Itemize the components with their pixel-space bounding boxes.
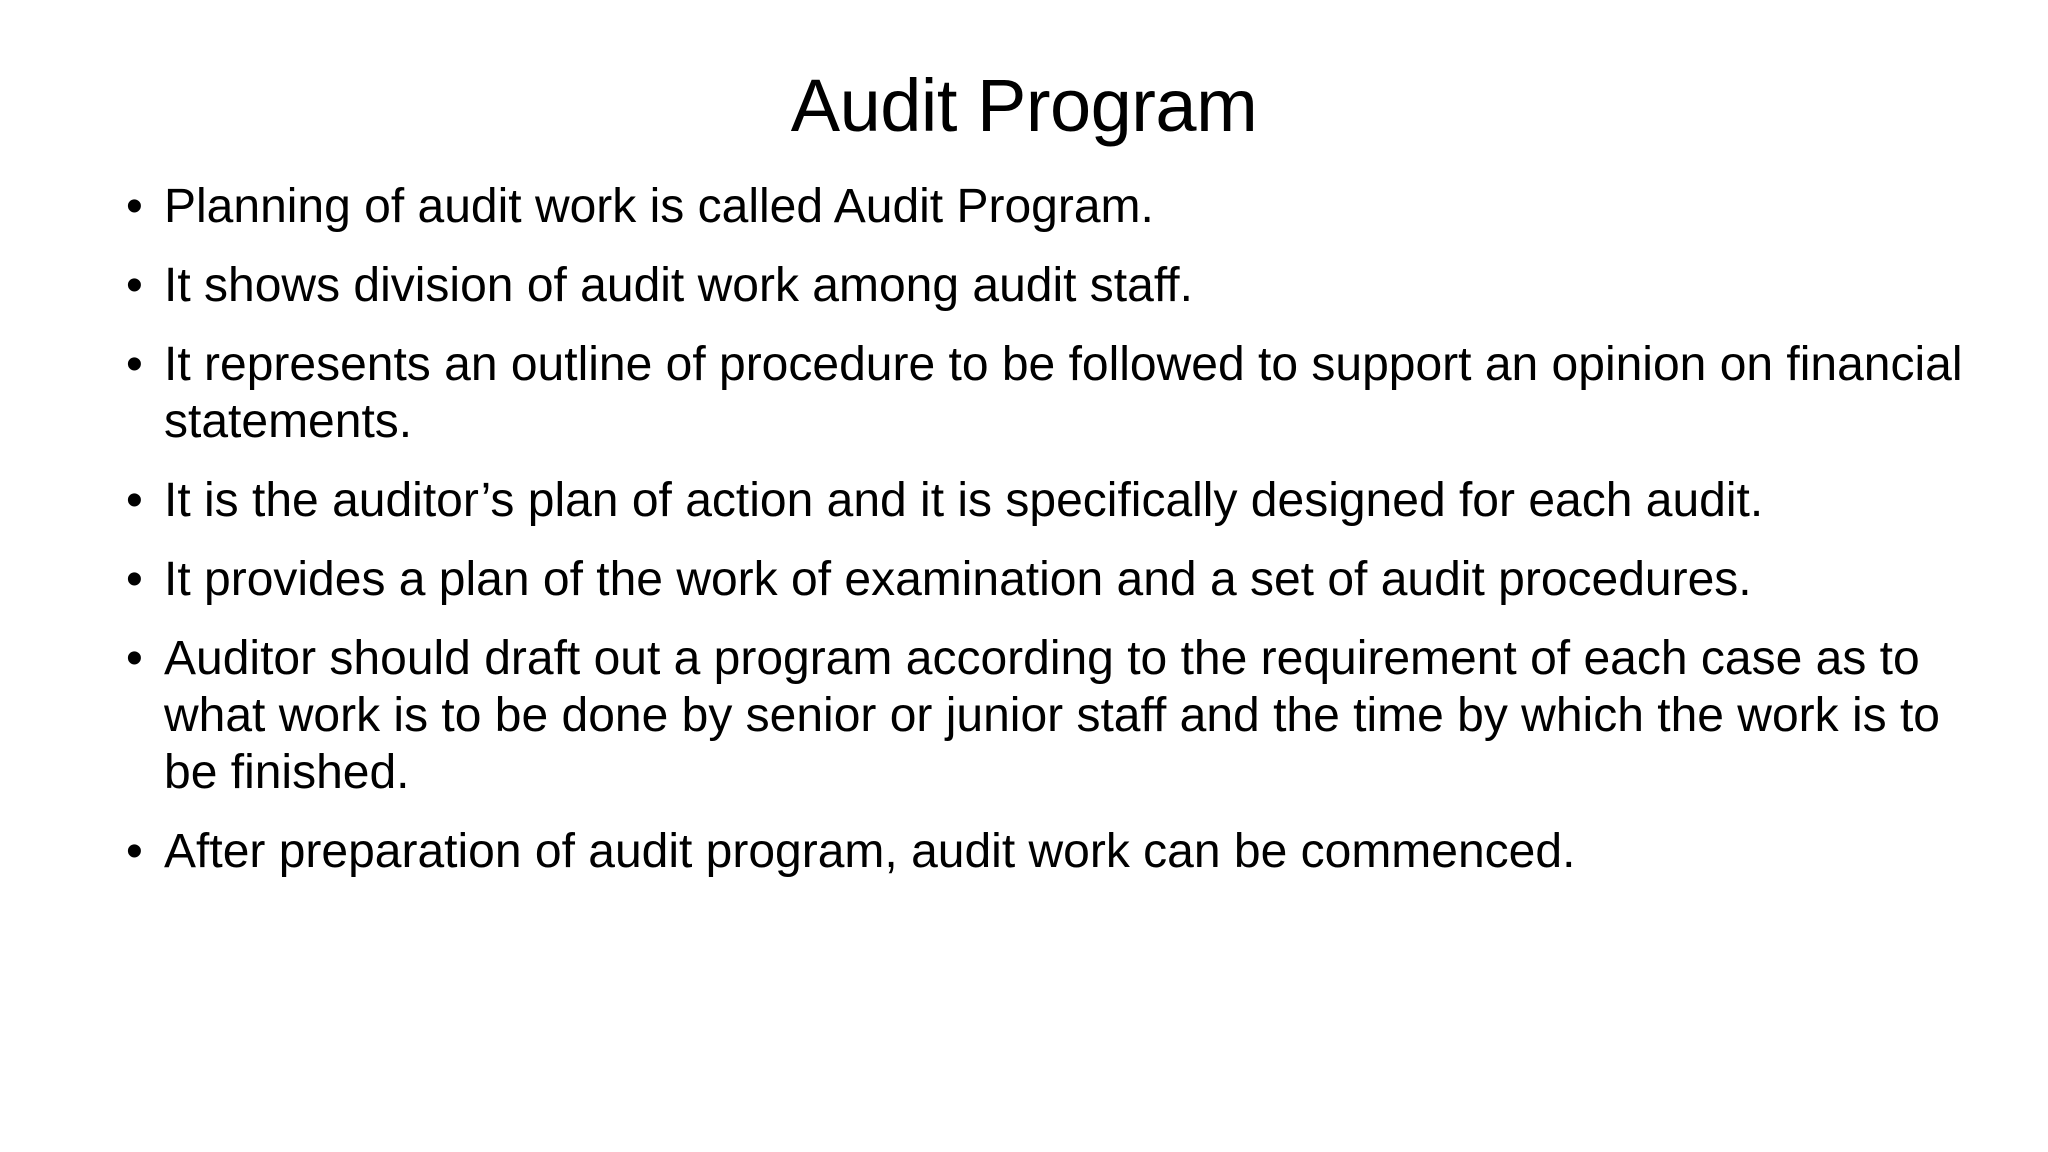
bullet-dot-icon: • — [126, 825, 143, 878]
bullet-item-3 — [126, 336, 2006, 450]
bullet-item-1 — [126, 178, 2006, 235]
bullet-item-7 — [126, 823, 2006, 880]
bullet-text: It is the auditor’s plan of action and it is specifically designed for each audit. — [164, 474, 1764, 527]
bullet-dot-icon: • — [126, 338, 143, 391]
bullet-text: After preparation of audit program, audit work can be commenced. — [164, 825, 1576, 878]
bullet-dot-icon: • — [126, 180, 143, 233]
bullet-item-6 — [126, 630, 2006, 801]
bullet-text: It provides a plan of the work of examination and a set of audit procedures. — [164, 553, 1752, 606]
slide-title: Audit Program — [790, 64, 1258, 147]
bullet-text: Auditor should draft out a program according to the requirement of each case as to what work is to be done by senior or junior staff and the time by which the work is to be finished. — [164, 632, 1940, 799]
bullet-text: Planning of audit work is called Audit Program. — [164, 180, 1154, 233]
bullet-text: It shows division of audit work among audit staff. — [164, 259, 1193, 312]
bullet-item-5 — [126, 551, 2006, 608]
bullet-dot-icon: • — [126, 553, 143, 606]
bullet-item-4 — [126, 472, 2006, 529]
bullet-item-2 — [126, 257, 2006, 314]
bullet-dot-icon: • — [126, 632, 143, 685]
bullet-list — [126, 178, 2006, 902]
bullet-dot-icon: • — [126, 474, 143, 527]
bullet-dot-icon: • — [126, 259, 143, 312]
bullet-text: It represents an outline of procedure to be followed to support an opinion on financial statements. — [164, 338, 1963, 448]
